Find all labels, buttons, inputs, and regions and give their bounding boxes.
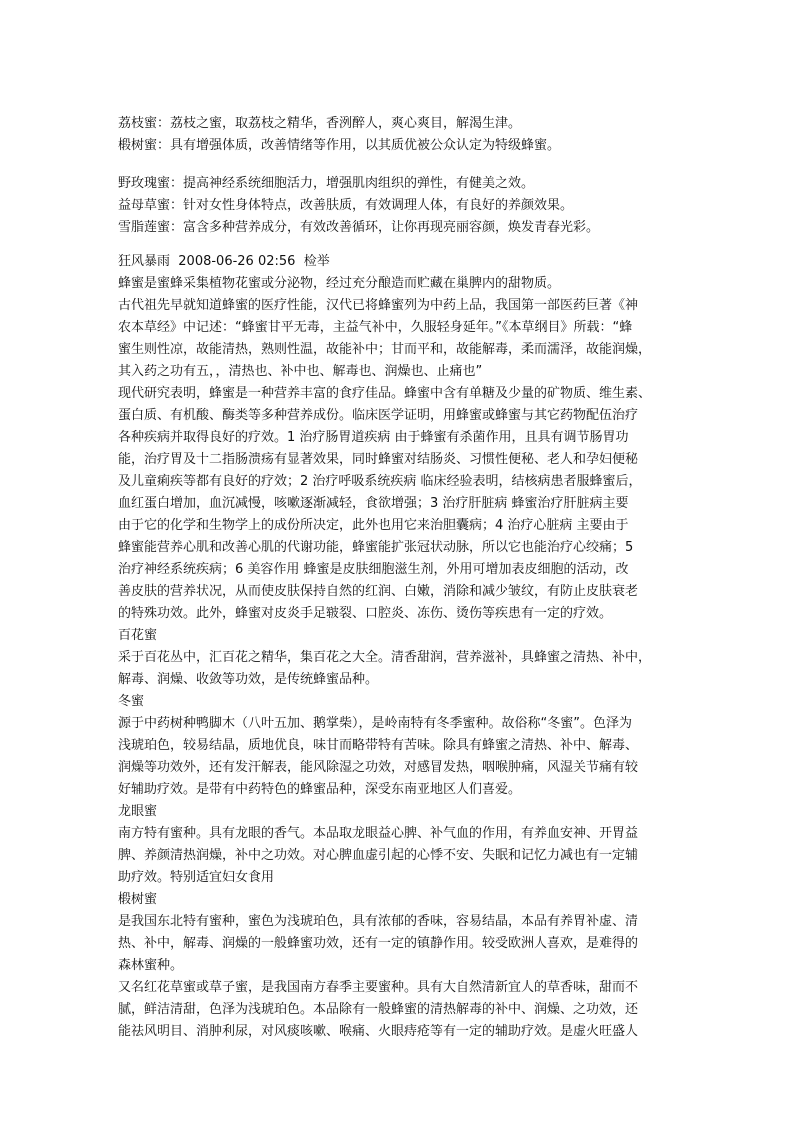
text-line: 采于百花丛中，汇百花之精华，集百花之大全。清香甜润，营养滋补，具蜂蜜之清热、补中， [118, 650, 652, 665]
text-line: 由于它的化学和生物学上的成份所决定，此外也用它来治胆囊病；4 治疗心脏病 主要由于 [118, 518, 629, 533]
text-line: 及儿童痢疾等都有良好的疗效；2 治疗呼吸系统疾病 临床经验表明，结核病患者服蜂蜜后， [118, 474, 642, 489]
paragraph-intro [118, 273, 678, 625]
text-line: 各种疾病并取得良好的疗效。1 治疗肠胃道疾病 由于蜂蜜有杀菌作用，且具有调节肠胃功 [118, 430, 629, 445]
text-line: 椴树蜜：具有增强体质，改善情绪等作用，以其质优被公众认定为特级蜂蜜。 [118, 138, 561, 153]
text-line: 源于中药树种鸭脚木（八叶五加、鹅掌柴），是岭南特有冬季蜜种。故俗称“冬蜜”。色泽为 [118, 716, 632, 731]
section-heading-baihua: 百花蜜 [118, 628, 158, 643]
text-line: 好辅助疗效。是带有中药特色的蜂蜜品种，深受东南亚地区人们喜爱。 [118, 782, 522, 797]
text-line: 浅琥珀色，较易结晶，质地优良，味甘而略带特有苦味。除具有蜂蜜之清热、补中、解毒、 [118, 738, 639, 753]
text-line: 能祛风明目、消肿利尿，对风痰咳嗽、喉痛、火眼痔疮等有一定的辅助疗效。是虚火旺盛人 [118, 1024, 639, 1039]
post-datetime: 2008-06-26 02:56 [178, 254, 296, 269]
post-header [118, 251, 678, 273]
section-heading-duanshu: 椴树蜜 [118, 892, 158, 907]
text-line: 荔枝蜜：荔枝之蜜，取荔枝之精华，香洌醉人，爽心爽目，解渴生津。 [118, 116, 522, 131]
text-line: 解毒、润燥、收敛等功效，是传统蜂蜜品种。 [118, 672, 379, 687]
section-heading-dong: 冬蜜 [118, 694, 145, 709]
text-line: 蜜生则性凉，故能清热，熟则性温，故能补中；甘而平和，故能解毒，柔而濡泽，故能润燥， [118, 342, 652, 357]
post-author[interactable]: 狂风暴雨 [118, 254, 171, 269]
text-line: 助疗效。特别适宜妇女食用 [118, 870, 275, 885]
text-line: 又名红花草蜜或草子蜜，是我国南方春季主要蜜种。具有大自然清新宜人的草香味，甜而不 [118, 980, 639, 995]
text-line: 现代研究表明，蜂蜜是一种营养丰富的食疗佳品。蜂蜜中含有单糖及少量的矿物质、维生素、 [118, 386, 652, 401]
text-line: 野玫瑰蜜：提高神经系统细胞活力，增强肌肉组织的弹性，有健美之效。 [118, 176, 535, 191]
paragraph-longyan [118, 823, 678, 889]
paragraph-zicao [118, 977, 678, 1043]
text-line: 蜂蜜是蜜蜂采集植物花蜜或分泌物，经过充分酿造而贮藏在巢脾内的甜物质。 [118, 276, 561, 291]
text-line: 润燥等功效外，还有发汗解表，能风除湿之功效，对感冒发热，咽喉肿痛，风湿关节痛有较 [118, 760, 639, 775]
text-line: 雪脂莲蜜：富含多种营养成分，有效改善循环，让你再现亮丽容颜，焕发青春光彩。 [118, 220, 600, 235]
paragraph-dong [118, 713, 678, 801]
text-line: 古代祖先早就知道蜂蜜的医疗性能，汉代已将蜂蜜列为中药上品，我国第一部医药巨著《神 [118, 298, 639, 313]
text-line: 益母草蜜：针对女性身体特点，改善肤质，有效调理人体，有良好的养颜效果。 [118, 198, 574, 213]
text-line: 蜂蜜能营养心肌和改善心肌的代谢功能，蜂蜜能扩张冠状动脉，所以它也能治疗心绞痛；5 [118, 540, 634, 555]
text-line: 农本草经》中记述：“蜂蜜甘平无毒，主益气补中，久服轻身延年。”《本草纲目》所载：“蜂 [118, 320, 633, 335]
text-line: 热、补中，解毒、润燥的一般蜂蜜功效，还有一定的镇静作用。较受欧洲人喜欢，是难得的 [118, 936, 639, 951]
text-line: 是我国东北特有蜜种，蜜色为浅琥珀色，具有浓郁的香味，容易结晶，本品有养胃补虚、清 [118, 914, 639, 929]
text-line: 蛋白质、有机酸、酶类等多种营养成份。临床医学证明，用蜂蜜或蜂蜜与其它药物配伍治疗 [118, 408, 639, 423]
text-line: 血红蛋白增加，血沉减慢，咳嗽逐渐减轻，食欲增强；3 治疗肝脏病 蜂蜜治疗肝脏病主要 [118, 496, 629, 511]
text-line: 南方特有蜜种。具有龙眼的香气。本品取龙眼益心脾、补气血的作用，有养血安神、开胃益 [118, 826, 639, 841]
text-line: 森林蜜种。 [118, 958, 184, 973]
intro-block-2 [118, 173, 678, 239]
section-heading-longyan: 龙眼蜜 [118, 804, 158, 819]
paragraph-duanshu [118, 911, 678, 977]
text-line: 能，治疗胃及十二指肠溃疡有显著效果，同时蜂蜜对结肠炎、习惯性便秘、老人和孕妇便秘 [118, 452, 639, 467]
text-line: 腻，鲜洁清甜，色泽为浅琥珀色。本品除有一般蜂蜜的清热解毒的补中、润燥、之功效，还 [118, 1002, 639, 1017]
text-line: 治疗神经系统疾病；6 美容作用 蜂蜜是皮肤细胞滋生剂，外用可增加表皮细胞的活动，改 [118, 562, 629, 577]
intro-block-1 [118, 113, 678, 157]
paragraph-baihua [118, 647, 678, 691]
document-page [118, 113, 678, 1043]
report-link[interactable]: 检举 [303, 254, 330, 269]
text-line: 善皮肤的营养状况，从而使皮肤保持自然的红润、白嫩，消除和减少皱纹，有防止皮肤衰老 [118, 584, 639, 599]
text-line: 的特殊功效。此外，蜂蜜对皮炎手足皲裂、口腔炎、冻伤、烫伤等疾患有一定的疗效。 [118, 606, 613, 621]
text-line: 其入药之功有五，，清热也、补中也、解毒也、润燥也、止痛也” [118, 364, 483, 379]
text-line: 脾、养颜清热润燥，补中之功效。对心脾血虚引起的心悸不安、失眠和记忆力减也有一定辅 [118, 848, 639, 863]
